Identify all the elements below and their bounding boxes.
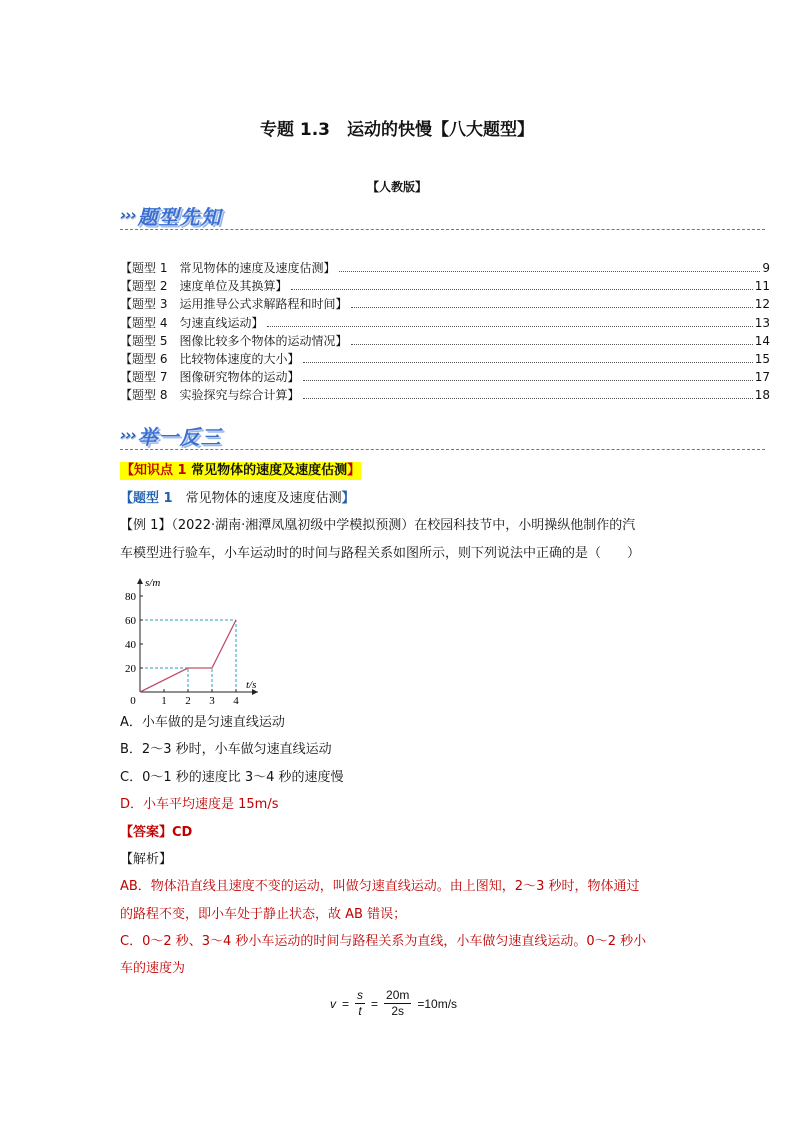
- toc-leader: [267, 326, 752, 327]
- toc-label: 【题型 5 图像比较多个物体的运动情况】: [120, 333, 348, 348]
- banner-label: 举一反三: [137, 424, 222, 449]
- distance-time-chart: [118, 570, 278, 710]
- toc-label: 【题型 8 实验探究与综合计算】: [120, 388, 300, 403]
- analysis-line-4: 车的速度为: [120, 961, 186, 976]
- option-a[interactable]: A．小车做的是匀速直线运动: [120, 715, 285, 730]
- formula-den: 2s: [391, 1004, 405, 1018]
- y-tick-label: 60: [125, 615, 136, 627]
- y-axis-arrow: [137, 578, 143, 584]
- toc-item[interactable]: [120, 332, 770, 350]
- question-type-heading: [120, 490, 355, 508]
- toc-item[interactable]: [120, 350, 770, 368]
- toc-leader: [303, 380, 752, 381]
- qt-suffix: 】: [341, 491, 355, 506]
- banner-arrows-icon: ›››: [120, 426, 136, 444]
- divider: [120, 229, 765, 230]
- formula-eq: =: [342, 996, 350, 1011]
- qt-text: 常见物体的速度及速度估测: [172, 491, 342, 506]
- x-tick-label: 1: [161, 695, 167, 707]
- option-c[interactable]: C．0～1 秒的速度比 3～4 秒的速度慢: [120, 770, 344, 785]
- toc-label: 【题型 6 比较物体速度的大小】: [120, 351, 300, 366]
- x-tick-label: 2: [185, 695, 191, 707]
- toc-leader: [303, 362, 752, 363]
- toc-page: 12: [754, 297, 770, 312]
- toc-label: 【题型 1 常见物体的速度及速度估测】: [120, 261, 336, 275]
- y-tick-label: 40: [125, 639, 136, 651]
- option-b[interactable]: B．2～3 秒时，小车做匀速直线运动: [120, 742, 332, 757]
- toc-label: 【题型 7 图像研究物体的运动】: [120, 370, 300, 385]
- analysis-line-2: 的路程不变，即小车处于静止状态，故 AB 错误；: [120, 907, 407, 922]
- velocity-formula: [330, 988, 457, 1019]
- kp-prefix: 【知识点 1: [121, 463, 187, 478]
- example-line-1: 【例 1】（2022·湖南·湘潭凤凰初级中学模拟预测）在校园科技节中，小明操纵他制作的汽: [120, 518, 636, 533]
- toc-leader: [351, 307, 752, 308]
- toc-page: 11: [754, 279, 770, 294]
- formula-result: =10m/s: [417, 996, 458, 1011]
- page-title: 专题 1.3 运动的快慢【八大题型】: [259, 120, 535, 140]
- banner-practice: [120, 422, 222, 448]
- x-axis-label: t/s: [246, 679, 257, 691]
- toc-leader: [291, 289, 752, 290]
- knowledge-point-heading: [120, 462, 361, 480]
- banner-label: 题型先知: [137, 204, 222, 229]
- toc-item[interactable]: [120, 314, 770, 332]
- x-tick-label: 3: [209, 695, 215, 707]
- answer-line: [120, 824, 192, 842]
- qt-prefix: 【题型 1: [120, 491, 173, 506]
- banner-arrows-icon: ›››: [120, 206, 136, 224]
- toc-label: 【题型 3 运用推导公式求解路程和时间】: [120, 297, 348, 312]
- toc-label: 【题型 2 速度单位及其换算】: [120, 279, 288, 294]
- formula-t: t: [358, 1004, 362, 1018]
- kp-suffix: 】: [347, 463, 361, 478]
- y-tick-label: 20: [125, 663, 136, 675]
- answer-text: 【答案】CD: [120, 825, 193, 840]
- toc-leader: [351, 344, 752, 345]
- toc-item[interactable]: [120, 259, 770, 277]
- toc-page: 13: [754, 315, 770, 330]
- analysis-line-1: AB．物体沿直线且速度不变的运动，叫做匀速直线运动。由上图知，2～3 秒时，物体通过: [120, 879, 640, 894]
- toc-label: 【题型 4 匀速直线运动】: [120, 315, 264, 330]
- toc-page: 14: [754, 333, 770, 348]
- toc-page: 9: [762, 261, 770, 275]
- y-axis-label: s/m: [145, 577, 161, 589]
- toc-item[interactable]: [120, 295, 770, 313]
- formula-eq-2: =: [371, 996, 379, 1011]
- divider: [120, 449, 765, 450]
- toc-item[interactable]: [120, 277, 770, 295]
- toc-page: 15: [754, 351, 770, 366]
- formula-num: 20m: [386, 988, 410, 1002]
- toc-item[interactable]: [120, 368, 770, 386]
- edition-label: 【人教版】: [366, 180, 427, 194]
- banner-topic-preview: [120, 202, 222, 228]
- kp-text: 常见物体的速度及速度估测: [186, 463, 348, 478]
- toc-leader: [303, 398, 752, 399]
- toc-item[interactable]: [120, 386, 770, 404]
- fraction-values: [384, 988, 411, 1019]
- x-tick-label: 4: [233, 695, 239, 707]
- fraction-s-over-t: [355, 988, 365, 1019]
- formula-s: s: [357, 988, 364, 1002]
- x-tick-label: 0: [130, 695, 136, 707]
- toc-page: 18: [754, 388, 770, 403]
- example-line-2: 车模型进行验车，小车运动时的时间与路程关系如图所示，则下列说法中正确的是（ ）: [120, 546, 641, 561]
- toc-page: 17: [754, 370, 770, 385]
- formula-v: v: [330, 996, 336, 1011]
- analysis-line-3: C．0～2 秒、3～4 秒小车运动的时间与路程关系为直线，小车做匀速直线运动。0～2 秒小: [120, 934, 647, 949]
- analysis-title: 【解析】: [120, 852, 173, 867]
- y-tick-label: 80: [125, 591, 136, 603]
- option-d[interactable]: D．小车平均速度是 15m/s: [120, 797, 279, 812]
- table-of-contents: [120, 259, 770, 405]
- toc-leader: [339, 271, 760, 272]
